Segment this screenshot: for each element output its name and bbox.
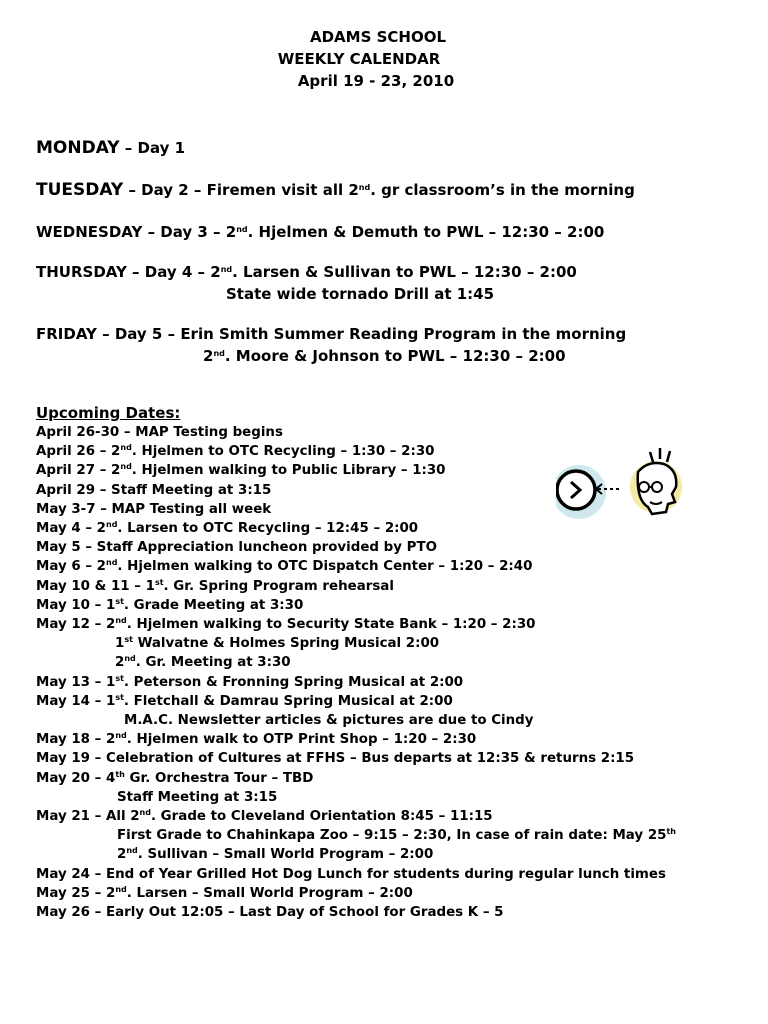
ordinal-suffix: nd	[106, 520, 118, 530]
day-wednesday	[36, 221, 604, 243]
ordinal-suffix: nd	[115, 731, 127, 741]
ordinal-suffix: nd	[115, 616, 127, 626]
event-item	[36, 749, 756, 768]
ordinal-suffix: st	[124, 635, 133, 645]
clock-and-head-icon	[556, 442, 686, 522]
event-text: May 18 – 2	[36, 732, 116, 748]
day-monday	[36, 137, 185, 159]
event-text: Staff Meeting at 3:15	[117, 789, 278, 805]
event-text: May 5 – Staff Appreciation luncheon provided by PTO	[36, 540, 437, 556]
day-friday	[36, 323, 626, 367]
event-text: May 13 – 1	[36, 674, 116, 690]
event-item	[36, 596, 756, 615]
event-text: May 19 – Celebration of Cultures at FFHS – Bus departs at 12:35 & returns 2:15	[36, 751, 635, 767]
event-text: May 4 – 2	[36, 521, 106, 537]
event-text: Walvatne & Holmes Spring Musical 2:00	[132, 636, 440, 652]
event-text: . Hjelmen walk to OTP Print Shop – 1:20 – 2:30	[126, 732, 477, 748]
ordinal-suffix: nd	[220, 265, 233, 274]
event-text: . Larsen to OTC Recycling – 12:45 – 2:00	[117, 521, 419, 537]
day-name: WEDNESDAY	[36, 223, 143, 241]
event-text: April 26 – 2	[36, 444, 121, 460]
event-text: . Grade to Cleveland Orientation 8:45 – 11:15	[150, 809, 493, 825]
event-text: April 29 – Staff Meeting at 3:15	[36, 482, 272, 498]
day-detail: – Day 5 – Erin Smith Summer Reading Program in the morning	[96, 325, 627, 343]
event-text: May 21 – All 2	[36, 809, 140, 825]
day-detail-continued: State wide tornado Drill at 1:45	[226, 285, 495, 303]
event-text: May 10 & 11 – 1	[36, 578, 155, 594]
ordinal-suffix: nd	[139, 808, 151, 818]
day-detail-continued	[36, 345, 626, 367]
event-item	[36, 577, 756, 596]
ordinal-suffix: th	[115, 769, 125, 779]
ordinal-suffix: st	[115, 596, 124, 606]
day-detail: . gr classroom’s in the morning	[370, 181, 635, 199]
school-name: ADAMS SCHOOL	[309, 28, 447, 46]
day-detail: – Day 3 – 2	[142, 223, 237, 241]
event-text: May 25 – 2	[36, 885, 116, 901]
event-text: . Gr. Spring Program rehearsal	[163, 578, 394, 594]
event-item	[36, 615, 756, 634]
event-item	[36, 557, 756, 576]
event-text: . Gr. Meeting at 3:30	[135, 655, 291, 671]
event-item	[36, 845, 756, 864]
event-item	[36, 634, 756, 653]
day-thursday	[36, 261, 577, 305]
ordinal-suffix: nd	[124, 654, 136, 664]
day-detail: – Day 1	[119, 139, 186, 157]
event-text: . Hjelmen walking to Security State Bank – 1:20 – 2:30	[126, 617, 536, 633]
event-text: May 14 – 1	[36, 693, 116, 709]
day-name: MONDAY	[36, 138, 120, 158]
ordinal-suffix: nd	[358, 183, 371, 192]
event-item	[36, 788, 756, 807]
ordinal-suffix: st	[154, 577, 164, 587]
event-text: . Fletchall & Damrau Spring Musical at 2:00	[123, 693, 453, 709]
ordinal-suffix: nd	[236, 225, 248, 234]
event-text: . Hjelmen to OTC Recycling – 1:30 – 2:30	[131, 444, 435, 460]
event-text: . Hjelmen walking to Public Library – 1:30	[131, 463, 446, 479]
event-text: . Larsen – Small World Program – 2:00	[126, 885, 413, 901]
day-detail: . Hjelmen & Demuth to PWL – 12:30 – 2:00	[247, 223, 605, 241]
day-detail: . Moore & Johnson to PWL – 12:30 – 2:00	[224, 347, 566, 365]
event-item	[36, 538, 756, 557]
event-text: May 12 – 2	[36, 617, 116, 633]
event-item	[36, 807, 756, 826]
ordinal-suffix: nd	[106, 558, 118, 568]
event-text: April 27 – 2	[36, 463, 121, 479]
event-text: M.A.C. Newsletter articles & pictures are due to Cindy	[124, 713, 534, 729]
event-item	[36, 673, 756, 692]
event-item	[36, 769, 756, 788]
day-name: FRIDAY	[36, 325, 97, 343]
ordinal-suffix: nd	[213, 349, 225, 358]
day-detail: – Day 4 – 2	[126, 263, 221, 281]
day-detail: 2	[203, 347, 214, 365]
event-text: May 6 – 2	[36, 559, 106, 575]
ordinal-suffix: st	[115, 673, 124, 683]
ordinal-suffix: th	[666, 827, 676, 837]
event-text: 2	[115, 655, 125, 671]
event-item	[36, 423, 756, 442]
event-text: May 3-7 – MAP Testing all week	[36, 501, 272, 517]
ordinal-suffix: nd	[126, 846, 138, 856]
event-item	[36, 730, 756, 749]
event-text: . Peterson & Fronning Spring Musical at 2:00	[123, 674, 464, 690]
event-text: 2	[117, 847, 127, 863]
event-item	[36, 884, 756, 903]
event-text: May 24 – End of Year Grilled Hot Dog Lunch for students during regular lunch times	[36, 866, 666, 882]
day-name: THURSDAY	[36, 263, 127, 281]
event-item	[36, 711, 756, 730]
calendar-dates: April 19 - 23, 2010	[297, 72, 455, 90]
event-text: . Hjelmen walking to OTC Dispatch Center – 1:20 – 2:40	[117, 559, 533, 575]
event-text: May 26 – Early Out 12:05 – Last Day of School for Grades K – 5	[36, 905, 504, 921]
event-text: May 10 – 1	[36, 597, 116, 613]
calendar-title: WEEKLY CALENDAR	[277, 50, 441, 68]
event-item	[36, 865, 756, 884]
event-text: . Sullivan – Small World Program – 2:00	[137, 847, 434, 863]
day-detail: – Day 2 – Firemen visit all 2	[123, 181, 359, 199]
day-detail: . Larsen & Sullivan to PWL – 12:30 – 2:00	[232, 263, 577, 281]
event-text: April 26-30 – MAP Testing begins	[36, 425, 283, 440]
event-item	[36, 653, 756, 672]
event-item	[36, 826, 756, 845]
ordinal-suffix: nd	[115, 884, 127, 894]
event-text: Gr. Orchestra Tour – TBD	[124, 770, 314, 786]
ordinal-suffix: nd	[120, 443, 132, 453]
event-text: May 20 – 4	[36, 770, 116, 786]
ordinal-suffix: nd	[120, 462, 132, 472]
event-text: First Grade to Chahinkapa Zoo – 9:15 – 2:30, In case of rain date: May 25	[117, 828, 667, 844]
event-text: 1	[115, 636, 125, 652]
event-item	[36, 903, 756, 922]
upcoming-title: Upcoming Dates:	[36, 404, 181, 422]
day-name: TUESDAY	[36, 180, 124, 200]
calendar-header	[0, 26, 768, 92]
ordinal-suffix: st	[115, 692, 124, 702]
day-tuesday	[36, 179, 635, 201]
event-item	[36, 692, 756, 711]
event-text: . Grade Meeting at 3:30	[123, 597, 304, 613]
